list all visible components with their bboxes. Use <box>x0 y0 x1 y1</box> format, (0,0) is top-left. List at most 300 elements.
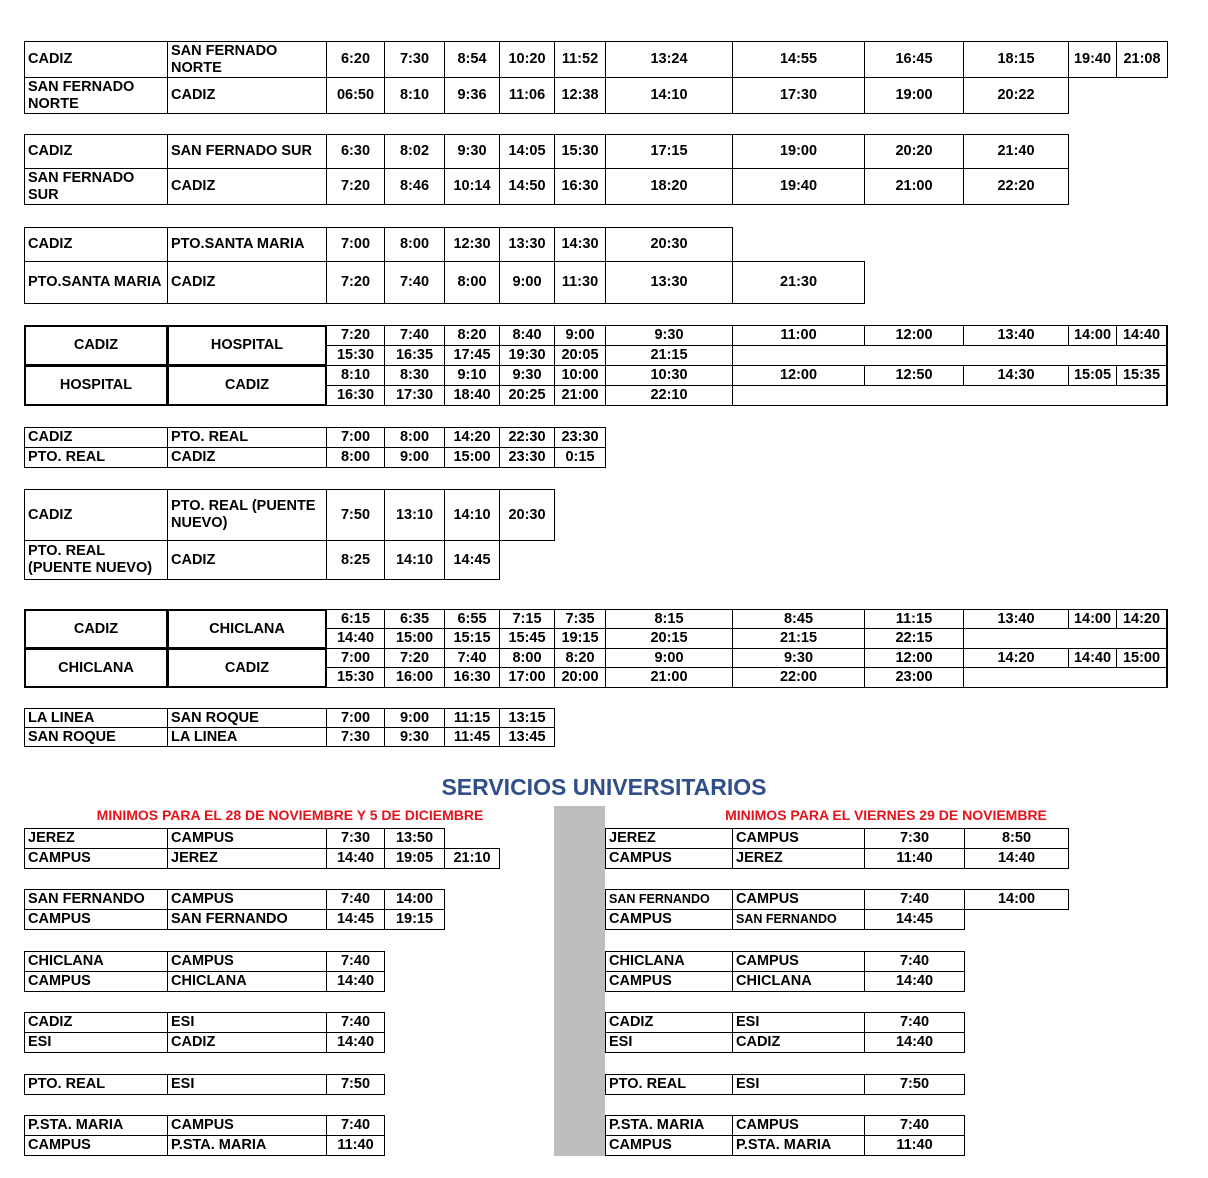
table-row <box>24 77 1168 114</box>
time-cell: 22:30 <box>499 427 555 448</box>
time-cell: 11:40 <box>326 1135 385 1156</box>
origin-cell: CADIZ <box>24 609 168 649</box>
time-cell <box>864 345 964 367</box>
time-cell: 8:10 <box>384 77 445 114</box>
time-cell: 10:20 <box>499 41 555 78</box>
origin-cell: PTO.SANTA MARIA <box>24 261 168 304</box>
destination-cell: ESI <box>732 1074 865 1095</box>
time-cell: 14:40 <box>326 1032 385 1053</box>
time-cell: 10:14 <box>444 168 500 205</box>
time-cell: 14:45 <box>326 909 385 930</box>
table-row <box>605 909 1205 930</box>
time-cell: 15:30 <box>326 667 385 688</box>
time-cell: 20:20 <box>864 134 964 169</box>
time-subrow <box>24 325 1168 346</box>
table-row <box>24 41 1168 78</box>
time-cell: 19:15 <box>554 628 606 649</box>
time-cell: 15:45 <box>499 628 555 649</box>
time-cell: 19:30 <box>499 345 555 367</box>
origin-cell: CADIZ <box>24 427 168 448</box>
time-cell: 06:50 <box>326 77 385 114</box>
time-cell: 14:00 <box>384 889 445 910</box>
time-cell: 7:30 <box>384 41 445 78</box>
origin-cell: PTO. REAL (PUENTE NUEVO) <box>24 540 168 580</box>
time-cell: 13:40 <box>963 325 1069 346</box>
destination-cell: SAN FERNADO SUR <box>167 134 327 169</box>
time-cell: 7:00 <box>326 427 385 448</box>
time-cell: 7:50 <box>864 1074 965 1095</box>
time-cell <box>1116 345 1168 367</box>
time-cell: 16:30 <box>554 168 606 205</box>
time-cell: 13:15 <box>499 708 555 728</box>
time-cell: 20:22 <box>963 77 1069 114</box>
time-cell: 9:00 <box>605 648 733 668</box>
time-cell: 17:30 <box>732 77 865 114</box>
time-cell: 8:54 <box>444 41 500 78</box>
table-row <box>24 727 1168 747</box>
time-cell: 6:20 <box>326 41 385 78</box>
time-cell: 19:05 <box>384 848 445 869</box>
origin-cell: CHICLANA <box>605 951 733 972</box>
time-cell: 21:00 <box>605 667 733 688</box>
table-row <box>605 951 1205 972</box>
time-cell: 6:30 <box>326 134 385 169</box>
destination-cell: CAMPUS <box>167 951 327 972</box>
time-cell: 8:25 <box>326 540 385 580</box>
time-cell <box>963 385 1069 407</box>
origin-cell: P.STA. MARIA <box>605 1115 733 1136</box>
time-subrow <box>24 385 1168 407</box>
origin-cell: CAMPUS <box>24 909 168 930</box>
time-cell <box>864 385 964 407</box>
time-cell: 16:45 <box>864 41 964 78</box>
time-cell: 7:20 <box>326 261 385 304</box>
time-cell: 12:38 <box>554 77 606 114</box>
origin-cell: CAMPUS <box>605 848 733 869</box>
time-cell: 8:00 <box>384 227 445 262</box>
time-cell <box>1116 667 1168 688</box>
table-row <box>24 889 624 910</box>
time-cell: 14:10 <box>444 489 500 541</box>
time-cell: 14:50 <box>499 168 555 205</box>
time-cell: 18:40 <box>444 385 500 407</box>
origin-cell: PTO. REAL <box>24 447 168 468</box>
time-cell <box>963 628 1069 649</box>
time-cell: 7:30 <box>864 828 965 849</box>
time-cell: 8:00 <box>384 427 445 448</box>
table-row <box>24 909 624 930</box>
time-cell: 10:00 <box>554 365 606 386</box>
table-row <box>24 708 1168 728</box>
time-cell: 16:30 <box>326 385 385 407</box>
origin-cell: SAN FERNANDO <box>24 889 168 910</box>
time-cell: 14:00 <box>1068 609 1117 629</box>
time-cell: 8:00 <box>499 648 555 668</box>
time-cell: 14:20 <box>963 648 1069 668</box>
time-cell: 8:50 <box>964 828 1069 849</box>
time-cell: 11:52 <box>554 41 606 78</box>
time-cell: 20:00 <box>554 667 606 688</box>
time-cell: 18:20 <box>605 168 733 205</box>
time-cell: 19:00 <box>864 77 964 114</box>
destination-cell: ESI <box>167 1012 327 1033</box>
time-cell: 7:40 <box>864 951 965 972</box>
destination-cell: SAN FERNANDO <box>167 909 327 930</box>
time-cell: 21:30 <box>732 261 865 304</box>
destination-cell: CADIZ <box>167 1032 327 1053</box>
time-cell: 12:00 <box>732 365 865 386</box>
time-cell <box>1068 345 1117 367</box>
origin-cell: SAN FERNADO NORTE <box>24 77 168 114</box>
table-row <box>24 1115 624 1136</box>
destination-cell: CADIZ <box>167 540 327 580</box>
origin-cell: CADIZ <box>24 134 168 169</box>
time-cell: 13:24 <box>605 41 733 78</box>
destination-cell: PTO.SANTA MARIA <box>167 227 327 262</box>
origin-cell: ESI <box>24 1032 168 1053</box>
destination-cell: CAMPUS <box>167 1115 327 1136</box>
time-cell: 15:00 <box>444 447 500 468</box>
time-cell: 19:15 <box>384 909 445 930</box>
time-cell: 21:15 <box>732 628 865 649</box>
time-cell: 8:15 <box>605 609 733 629</box>
table-row <box>605 1032 1205 1053</box>
time-cell: 14:40 <box>864 971 965 992</box>
time-cell: 14:40 <box>964 848 1069 869</box>
time-cell: 19:40 <box>1068 41 1117 78</box>
time-cell: 9:00 <box>384 708 445 728</box>
time-cell <box>732 385 865 407</box>
time-cell: 15:05 <box>1068 365 1117 386</box>
destination-cell: ESI <box>167 1074 327 1095</box>
time-cell: 14:40 <box>1116 325 1168 346</box>
time-cell: 13:45 <box>499 727 555 747</box>
destination-cell: SAN FERNANDO <box>732 909 865 930</box>
time-cell: 7:40 <box>864 1115 965 1136</box>
time-cell: 9:00 <box>499 261 555 304</box>
university-services-title: SERVICIOS UNIVERSITARIOS <box>441 774 767 800</box>
table-row <box>605 828 1205 849</box>
table-row <box>24 261 1168 304</box>
time-subrow <box>24 667 1168 688</box>
origin-cell: CHICLANA <box>24 648 168 688</box>
time-cell: 11:06 <box>499 77 555 114</box>
time-cell: 14:00 <box>964 889 1069 910</box>
time-cell: 22:00 <box>732 667 865 688</box>
time-cell: 15:35 <box>1116 365 1168 386</box>
time-cell: 9:30 <box>444 134 500 169</box>
destination-cell: CADIZ <box>167 77 327 114</box>
time-cell: 16:00 <box>384 667 445 688</box>
time-cell <box>732 345 865 367</box>
time-cell: 10:30 <box>605 365 733 386</box>
destination-cell: LA LINEA <box>167 727 327 747</box>
origin-cell: CADIZ <box>24 227 168 262</box>
time-cell: 15:30 <box>326 345 385 367</box>
time-cell: 13:50 <box>384 828 445 849</box>
table-row <box>24 609 1168 649</box>
time-cell: 14:00 <box>1068 325 1117 346</box>
time-cell: 14:30 <box>554 227 606 262</box>
time-cell: 12:00 <box>864 325 964 346</box>
time-cell: 9:00 <box>384 447 445 468</box>
destination-cell: P.STA. MARIA <box>732 1135 865 1156</box>
origin-cell: CAMPUS <box>24 848 168 869</box>
table-row <box>24 540 1168 580</box>
time-cell: 14:20 <box>444 427 500 448</box>
table-row <box>24 489 1168 541</box>
time-cell: 6:35 <box>384 609 445 629</box>
time-cell: 14:10 <box>605 77 733 114</box>
time-cell: 23:30 <box>554 427 606 448</box>
time-cell: 9:10 <box>444 365 500 386</box>
time-cell: 9:30 <box>384 727 445 747</box>
origin-cell: JEREZ <box>605 828 733 849</box>
time-cell: 12:00 <box>864 648 964 668</box>
time-subrow <box>24 609 1168 629</box>
origin-cell: P.STA. MARIA <box>24 1115 168 1136</box>
time-cell: 15:00 <box>384 628 445 649</box>
time-cell: 12:50 <box>864 365 964 386</box>
time-cell: 18:15 <box>963 41 1069 78</box>
origin-cell: HOSPITAL <box>24 365 168 406</box>
time-cell: 7:50 <box>326 1074 385 1095</box>
table-row <box>24 1074 624 1095</box>
time-cell: 14:40 <box>326 971 385 992</box>
table-row <box>24 134 1168 169</box>
table-row <box>24 427 1168 448</box>
destination-cell: CAMPUS <box>732 951 865 972</box>
destination-cell: SAN ROQUE <box>167 708 327 728</box>
destination-cell: CAMPUS <box>732 889 865 910</box>
destination-cell: SAN FERNADO NORTE <box>167 41 327 78</box>
time-cell: 22:20 <box>963 168 1069 205</box>
left-minimums-subtitle: MINIMOS PARA EL 28 DE NOVIEMBRE Y 5 DE DICIEMBRE <box>96 807 484 823</box>
time-subrow <box>24 648 1168 668</box>
time-cell: 14:40 <box>326 848 385 869</box>
time-cell: 13:10 <box>384 489 445 541</box>
time-cell: 14:05 <box>499 134 555 169</box>
destination-cell: CADIZ <box>167 648 327 688</box>
table-row <box>24 365 1168 406</box>
time-cell: 7:40 <box>864 1012 965 1033</box>
time-cell: 8:10 <box>326 365 385 386</box>
time-cell: 13:30 <box>605 261 733 304</box>
time-cell: 7:40 <box>326 1115 385 1136</box>
time-cell <box>963 667 1069 688</box>
time-cell: 11:40 <box>864 1135 965 1156</box>
origin-cell: CADIZ <box>605 1012 733 1033</box>
time-cell: 8:00 <box>326 447 385 468</box>
destination-cell: CADIZ <box>167 261 327 304</box>
time-cell: 7:20 <box>326 325 385 346</box>
table-row <box>24 168 1168 205</box>
time-cell: 19:40 <box>732 168 865 205</box>
time-cell: 7:30 <box>326 828 385 849</box>
time-cell: 21:10 <box>444 848 500 869</box>
origin-cell: JEREZ <box>24 828 168 849</box>
time-cell: 7:20 <box>384 648 445 668</box>
time-cell: 13:30 <box>499 227 555 262</box>
time-cell: 7:40 <box>864 889 965 910</box>
origin-cell: CHICLANA <box>24 951 168 972</box>
destination-cell: CHICLANA <box>732 971 865 992</box>
time-cell: 7:35 <box>554 609 606 629</box>
time-cell: 21:40 <box>963 134 1069 169</box>
destination-cell: PTO. REAL <box>167 427 327 448</box>
time-cell: 8:46 <box>384 168 445 205</box>
destination-cell: HOSPITAL <box>167 325 327 366</box>
time-subrow <box>24 345 1168 367</box>
time-cell: 17:45 <box>444 345 500 367</box>
destination-cell: CAMPUS <box>167 828 327 849</box>
time-cell: 14:30 <box>963 365 1069 386</box>
time-cell: 7:00 <box>326 648 385 668</box>
origin-cell: CAMPUS <box>605 1135 733 1156</box>
time-subrow <box>24 628 1168 649</box>
time-cell: 8:45 <box>732 609 865 629</box>
time-cell: 15:30 <box>554 134 606 169</box>
time-cell: 6:55 <box>444 609 500 629</box>
time-cell: 14:45 <box>444 540 500 580</box>
time-cell: 8:30 <box>384 365 445 386</box>
time-subrow <box>24 365 1168 386</box>
time-cell: 14:40 <box>326 628 385 649</box>
origin-cell: ESI <box>605 1032 733 1053</box>
origin-cell: SAN FERNADO SUR <box>24 168 168 205</box>
time-cell: 8:40 <box>499 325 555 346</box>
table-row <box>605 1012 1205 1033</box>
time-cell: 0:15 <box>554 447 606 468</box>
time-cell: 7:20 <box>326 168 385 205</box>
destination-cell: CAMPUS <box>732 1115 865 1136</box>
time-cell <box>1116 628 1168 649</box>
time-cell: 14:55 <box>732 41 865 78</box>
time-cell: 22:10 <box>605 385 733 407</box>
destination-cell: CADIZ <box>732 1032 865 1053</box>
time-cell: 11:15 <box>864 609 964 629</box>
time-cell: 9:30 <box>605 325 733 346</box>
right-minimums-subtitle: MINIMOS PARA EL VIERNES 29 DE NOVIEMBRE <box>725 807 1047 823</box>
time-cell: 20:30 <box>499 489 555 541</box>
destination-cell: CAMPUS <box>167 889 327 910</box>
time-cell: 20:25 <box>499 385 555 407</box>
origin-cell: CAMPUS <box>24 971 168 992</box>
time-cell: 14:10 <box>384 540 445 580</box>
time-cell: 20:05 <box>554 345 606 367</box>
table-row <box>24 951 624 972</box>
table-row <box>24 227 1168 262</box>
table-row <box>605 1135 1205 1156</box>
origin-cell: SAN ROQUE <box>24 727 168 747</box>
time-cell: 7:40 <box>326 951 385 972</box>
table-row <box>605 971 1205 992</box>
time-cell: 23:30 <box>499 447 555 468</box>
origin-cell: SAN FERNANDO <box>605 889 733 910</box>
time-cell: 19:00 <box>732 134 865 169</box>
origin-cell: CADIZ <box>24 41 168 78</box>
destination-cell: CAMPUS <box>732 828 865 849</box>
time-cell: 15:15 <box>444 628 500 649</box>
table-row <box>605 848 1205 869</box>
time-cell: 9:30 <box>732 648 865 668</box>
time-cell: 14:45 <box>864 909 965 930</box>
time-cell: 9:36 <box>444 77 500 114</box>
table-row <box>24 325 1168 366</box>
time-cell: 13:40 <box>963 609 1069 629</box>
time-cell: 8:20 <box>554 648 606 668</box>
time-cell: 21:00 <box>554 385 606 407</box>
time-cell <box>1068 385 1117 407</box>
table-row <box>605 889 1205 910</box>
destination-cell: ESI <box>732 1012 865 1033</box>
destination-cell: CADIZ <box>167 168 327 205</box>
time-cell: 20:15 <box>605 628 733 649</box>
table-row <box>24 1135 624 1156</box>
table-row <box>605 1074 1205 1095</box>
origin-cell: CADIZ <box>24 325 168 366</box>
table-row <box>605 1115 1205 1136</box>
time-cell: 11:40 <box>864 848 965 869</box>
origin-cell: CAMPUS <box>605 909 733 930</box>
time-cell: 11:15 <box>444 708 500 728</box>
table-row <box>24 1012 624 1033</box>
destination-cell: CHICLANA <box>167 609 327 649</box>
time-cell: 11:30 <box>554 261 606 304</box>
table-row <box>24 648 1168 688</box>
time-cell: 9:00 <box>554 325 606 346</box>
time-cell <box>1068 628 1117 649</box>
time-cell: 21:08 <box>1116 41 1168 78</box>
time-cell: 11:00 <box>732 325 865 346</box>
origin-cell: CADIZ <box>24 489 168 541</box>
time-cell: 22:15 <box>864 628 964 649</box>
origin-cell: CAMPUS <box>24 1135 168 1156</box>
time-cell: 7:15 <box>499 609 555 629</box>
time-cell: 20:30 <box>605 227 733 262</box>
time-cell: 8:02 <box>384 134 445 169</box>
table-row <box>24 848 624 869</box>
time-cell: 8:00 <box>444 261 500 304</box>
origin-cell: CAMPUS <box>605 971 733 992</box>
time-cell <box>1116 385 1168 407</box>
time-cell: 16:35 <box>384 345 445 367</box>
time-cell: 14:40 <box>1068 648 1117 668</box>
time-cell: 17:00 <box>499 667 555 688</box>
time-cell: 14:40 <box>864 1032 965 1053</box>
time-cell: 9:30 <box>499 365 555 386</box>
time-cell: 14:20 <box>1116 609 1168 629</box>
table-row <box>24 828 624 849</box>
time-cell: 6:15 <box>326 609 385 629</box>
time-cell: 15:00 <box>1116 648 1168 668</box>
time-cell: 21:15 <box>605 345 733 367</box>
time-cell <box>1068 667 1117 688</box>
time-cell: 21:00 <box>864 168 964 205</box>
destination-cell: CADIZ <box>167 447 327 468</box>
origin-cell: CADIZ <box>24 1012 168 1033</box>
time-cell: 7:40 <box>384 261 445 304</box>
origin-cell: LA LINEA <box>24 708 168 728</box>
table-row <box>24 447 1168 468</box>
time-cell: 12:30 <box>444 227 500 262</box>
destination-cell: CADIZ <box>167 365 327 406</box>
time-cell <box>963 345 1069 367</box>
time-cell: 7:40 <box>326 1012 385 1033</box>
origin-cell: PTO. REAL <box>605 1074 733 1095</box>
time-cell: 7:40 <box>444 648 500 668</box>
time-cell: 17:15 <box>605 134 733 169</box>
